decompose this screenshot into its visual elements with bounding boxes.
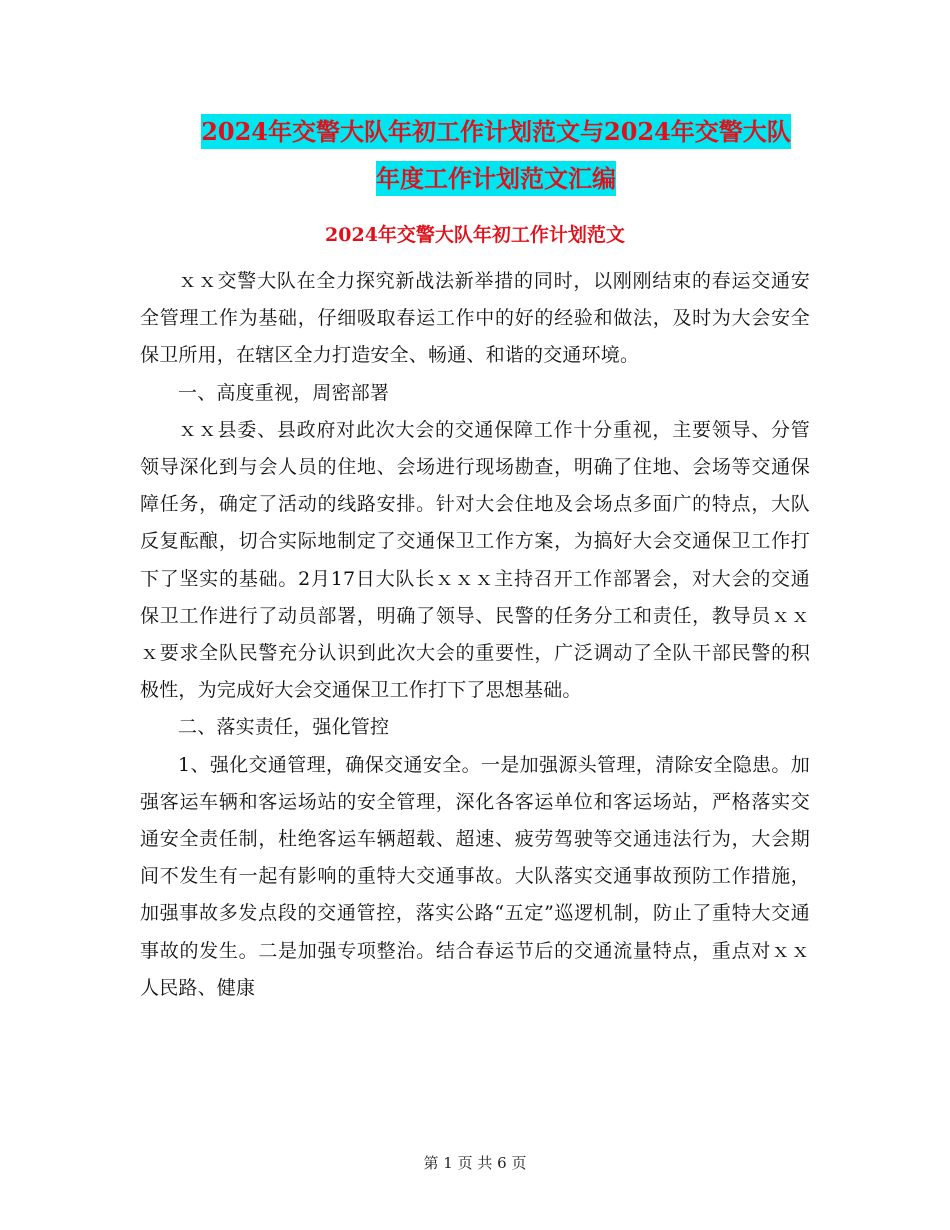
heading-one: 一、高度重视，周密部署 (178, 381, 390, 404)
heading-two: 二、落实责任，强化管控 (178, 716, 390, 739)
document-body (140, 263, 810, 1007)
paragraph-traffic-management: 1、强化交通管理，确保交通安全。一是加强源头管理，清除安全隐患。加强客运车辆和客运场站的安全管理，深化各客运单位和客运场站，严格落实交通安全责任制，杜绝客运车辆超载、超速、疲劳驾驶等交通违法行为，大会期间不发生有一起有影响的重特大交通事故。大队落实交通事故预防工作措施，加强事故多发点段的交通管控，落实公路“五定”巡逻机制，防止了重特大交通事故的发生。二是加强专项整治。结合春运节后的交通流量特点，重点对ｘｘ人民路、健康 (140, 753, 810, 999)
document-title (140, 108, 852, 202)
section-title: 2024年交警大队年初工作计划范文 (325, 224, 625, 246)
page-footer: 第 1 页 共 6 页 (423, 1154, 527, 1172)
paragraph-deployment: ｘｘ县委、县政府对此次大会的交通保障工作十分重视，主要领导、分管领导深化到与会人员的住地、会场进行现场勘查，明确了住地、会场等交通保障任务，确定了活动的线路安排。针对大会住地及会场点多面广的特点，大队反复酝酿，切合实际地制定了交通保卫工作方案，为搞好大会交通保卫工作打下了坚实的基础。2月17日大队长ｘｘｘ主持召开工作部署会，对大会的交通保卫工作进行了动员部署，明确了领导、民警的任务分工和责任，教导员ｘｘｘ要求全队民警充分认识到此次大会的重要性，广泛调动了全队干部民警的积极性，为完成好大会交通保卫工作打下了思想基础。 (140, 418, 810, 702)
title-line-2: 年度工作计划范文汇编 (376, 161, 616, 196)
title-line-1: 2024年交警大队年初工作计划范文与2024年交警大队 (201, 114, 791, 149)
paragraph-intro: ｘｘ交警大队在全力探究新战法新举措的同时，以刚刚结束的春运交通安全管理工作为基础，仔细吸取春运工作中的好的经验和做法，及时为大会安全保卫所用，在辖区全力打造安全、畅通、和谐的交通环境。 (140, 270, 810, 367)
